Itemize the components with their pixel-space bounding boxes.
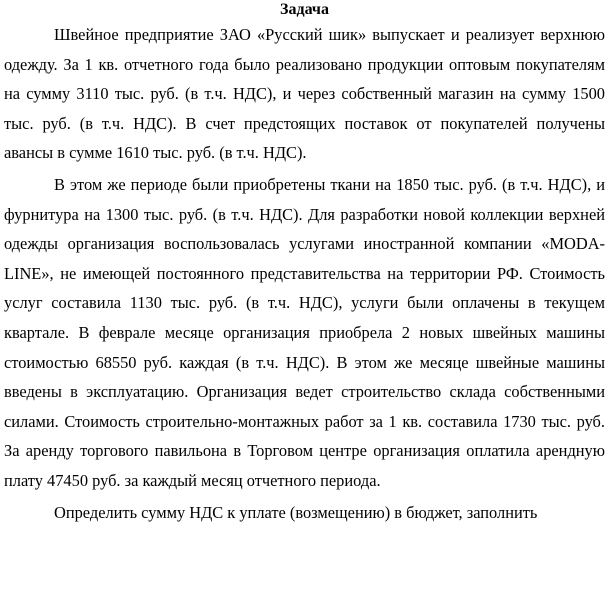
document-page <box>4 0 605 527</box>
paragraph-1: Швейное предприятие ЗАО «Русский шик» выпускает и реализует верхнюю одежду. За 1 кв. отчетного года было реализовано продукции оптовым покупателям на сумму 3110 тыс. руб. (в т.ч. НДС), и через собственный магазин на сумму 1500 тыс. руб. (в т.ч. НДС). В счет предстоящих поставок от покупателей получены авансы в сумме 1610 тыс. руб. (в т.ч. НДС). <box>4 25 605 163</box>
document-title: Задача <box>280 1 329 18</box>
paragraph-3: Определить сумму НДС к уплате (возмещению) в бюджет, заполнить <box>54 502 538 522</box>
paragraph-2: В этом же периоде были приобретены ткани на 1850 тыс. руб. (в т.ч. НДС), и фурнитура на 1300 тыс. руб. (в т.ч. НДС). Для разработки новой коллекции верхней одежды организация воспользовалась услугами иностранной компании «MODA-LINE», не имеющей постоянного представительства на территории РФ. Стоимость услуг составила 1130 тыс. руб. (в т.ч. НДС), услуги были оплачены в текущем квартале. В феврале месяце организация приобрела 2 новых швейных машины стоимостью 68550 руб. каждая (в т.ч. НДС). В этом же месяце швейные машины введены в эксплуатацию. Организация ведет строительство склада собственными силами. Стоимость строительно-монтажных работ за 1 кв. составила 1730 тыс. руб. За аренду торгового павильона в Торговом центре организация оплатила арендную плату 47450 руб. за каждый месяц отчетного периода. <box>4 174 605 490</box>
